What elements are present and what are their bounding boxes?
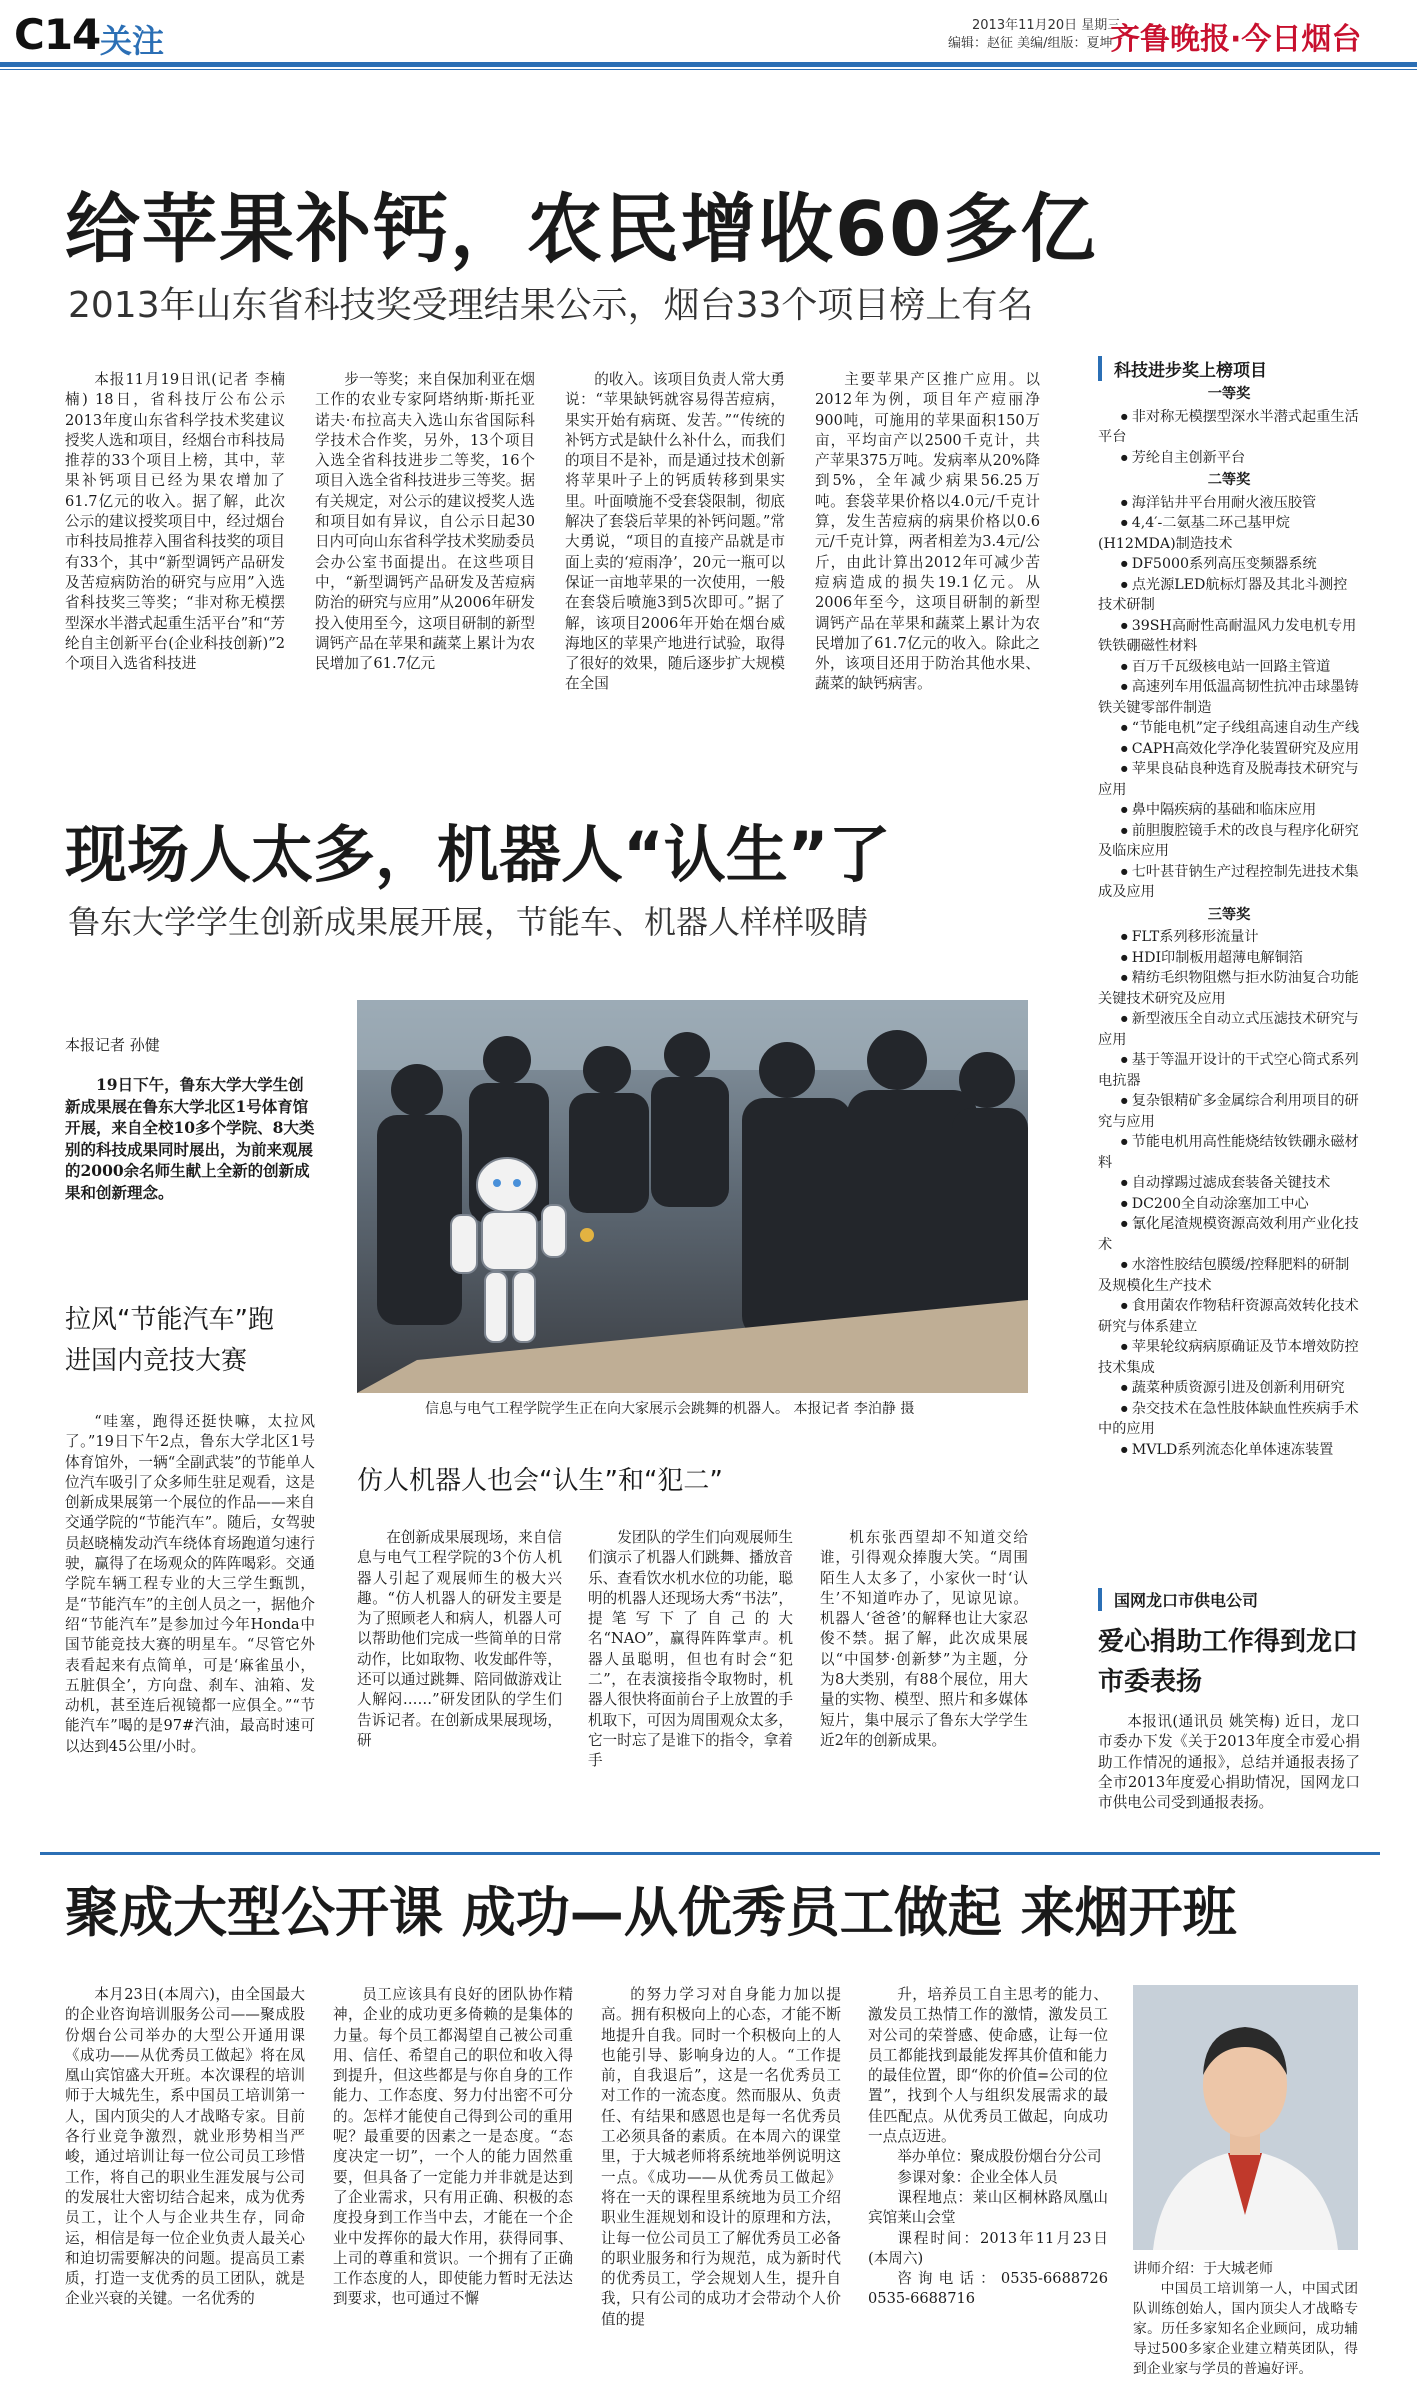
charity-body: 本报讯(通讯员 姚笑梅) 近日，龙口市委办下发《关于2013年度全市爱心捐助工作情况的通报》，总结并通报表扬了全市2013年度爱心捐助情况，国网龙口市供电公司受到通报表扬。 bbox=[1098, 1713, 1360, 1812]
masthead-logo: 齐鲁晚报·今日烟台 bbox=[1110, 22, 1362, 57]
award-item: ● 苹果良砧良种选育及脱毒技术研究与应用 bbox=[1098, 759, 1360, 800]
award-item: ● 自动撑踢过滤成套装备关键技术 bbox=[1098, 1173, 1360, 1194]
reporter-byline: 本报记者 孙健 bbox=[65, 1036, 160, 1054]
issue-date: 2013年11月20日 星期三 bbox=[972, 18, 1121, 33]
course-info-line: 课程时间：2013年11月23日(本周六) bbox=[868, 2229, 1108, 2267]
story1-column-3: 的收入。该项目负责人常大勇说：“苹果缺钙就容易得苦痘病，果实开始有病斑、发苦。”“传统的补钙方式是缺什么补什么，而我们的项目不是补，而是通过技术创新将苹果叶子上的钙质转移到果实里。叶面喷施不受套袋限制，彻底解决了套袋后苹果的补钙问题。”常大勇说，“项目的直接产品就是市面上卖的‘痘雨净’，20元一瓶可以保证一亩地苹果的一次使用，一般在套袋后喷施3到5次即可。”据了解，该项目2006年开始在烟台威海地区的苹果产地进行试验，取得了很好的效果，随后逐步扩大规模在全国 bbox=[565, 371, 785, 693]
lecturer-photo bbox=[1133, 1985, 1358, 2250]
award-item: ● 蔬菜种质资源引进及创新利用研究 bbox=[1098, 1378, 1360, 1399]
award-item: ● FLT系列移形流量计 bbox=[1098, 927, 1360, 948]
award-item: ● HDI印制板用超薄电解铜箔 bbox=[1098, 948, 1360, 969]
award-item: ● 苹果轮纹病病原确证及节本增效防控技术集成 bbox=[1098, 1337, 1360, 1378]
award-item: ● CAPH高效化学净化装置研究及应用 bbox=[1098, 739, 1360, 760]
headline-training-course: 聚成大型公开课 成功—从优秀员工做起 来烟开班 bbox=[65, 1881, 1237, 1944]
award-item: ● 节能电机用高性能烧结钕铁硼永磁材料 bbox=[1098, 1132, 1360, 1173]
section-label: 关注 bbox=[100, 22, 165, 60]
company-tag: 国网龙口市供电公司 bbox=[1098, 1588, 1258, 1611]
award-item: ● DF5000系列高压变频器系统 bbox=[1098, 554, 1360, 575]
award-item: ● 基于等温开设计的干式空心筒式系列电抗器 bbox=[1098, 1050, 1360, 1091]
award-item: ● 芳纶自主创新平台 bbox=[1098, 448, 1360, 469]
award-item: ● DC200全自动涂塞加工中心 bbox=[1098, 1194, 1360, 1215]
sidebar-title: 科技进步奖上榜项目 bbox=[1098, 356, 1267, 381]
story3-column-4: 升，培养员工自主思考的能力、激发员工热情工作的激情，激发员工对公司的荣誉感、使命感，让每一位员工都能找到最能发挥其价值和能力的最佳位置，即“你的价值=公司的位置”，找到个人与组织发展需求的最佳匹配点。从优秀员工做起，向成功一点点迈进。 举办单位：聚成股份烟台分公司 参课对象：企业全体人员 课程地点：莱山区桐林路凤凰山宾馆莱山会堂 课程时间：2013年11月23日(本周六) 咨询电话：0535-6688726 0535-6688716 bbox=[868, 1985, 1108, 2380]
course-info-line: 咨询电话：0535-6688726 0535-6688716 bbox=[868, 2270, 1108, 2308]
award-category: 三等奖 bbox=[1207, 906, 1251, 923]
award-item: ● 新型液压全自动立式压滤技术研究与应用 bbox=[1098, 1009, 1360, 1050]
award-item: ● 39SH高耐性高耐温风力发电机专用铁铁硼磁性材料 bbox=[1098, 616, 1360, 657]
award-item: ● 点光源LED航标灯器及其北斗测控技术研制 bbox=[1098, 575, 1360, 616]
headline-robot: 现场人太多，机器人“认生”了 bbox=[65, 818, 891, 891]
story3-column-2: 员工应该具有良好的团队协作精神，企业的成功更多倚赖的是集体的力量。每个员工都渴望自己被公司重用、信任、希望自己的职位和收入得到提升，但这些都是与你自身的工作能力、工作态度、努力付出密不可分的。怎样才能使自己得到公司的重用呢？最重要的因素之一是态度。“态度决定一切”，一个人的能力固然重要，但具备了一定能力并非就是达到了企业需求，只有用正确、积极的态度投身到工作当中去，才能在一个企业中发挥你的最大作用，获得同事、上司的尊重和赏识。一个拥有了正确工作态度的人，即使能力暂时无法达到要求，也可通过不懈 bbox=[333, 1986, 573, 2308]
award-item: ● 非对称无模摆型深水半潜式起重生活平台 bbox=[1098, 407, 1360, 448]
headline-apple-calcium: 给苹果补钙，农民增收60多亿 bbox=[65, 185, 1098, 273]
story1-column-4: 主要苹果产区推广应用。以2012年为例，项目年产痘丽净900吨，可施用的苹果面积150万亩，平均亩产以2500千克计，共产苹果375万吨。发病率从20%降到5%，全年减少病果56.25万吨。套袋苹果价格以4.0元/千克计算，发生苦痘病的病果价格以0.6元/千克计算，两者相差为3.4元/公斤，由此计算出2012年可减少苦痘病造成的损失19.1亿元。从2006年至今，这项目研制的新型调钙产品在苹果和蔬菜上累计为农民增加了61.7亿元的收入。除此之外，该项目还用于防治其他水果、蔬菜的缺钙病害。 bbox=[815, 371, 1040, 693]
course-info-line: 举办单位：聚成股份烟台分公司 bbox=[897, 2148, 1102, 2166]
story3-column-3: 的努力学习对自身能力加以提高。拥有积极向上的心态，才能不断地提升自我。同时一个积极向上的人也能引导、影响身边的人。“工作提前，自我退后”，这是一名优秀员工对工作的一流态度。然而服从、负责任、有结果和感恩也是每一名优秀员工必须具备的素质。在本周六的课堂里，于大城老师将系统地举例说明这一点。《成功——从优秀员工做起》将在一天的课程里系统地为员工介绍职业生涯规划和设计的原理和方法，让每一位公司员工了解优秀员工必备的职业服务和行为规范，成为新时代的优秀员工，学会规划人生，提升自我，只有公司的成功才会带动个人价值的提 bbox=[601, 1986, 841, 2328]
award-item: ● 高速列车用低温高韧性抗冲击球墨铸铁关键零部件制造 bbox=[1098, 677, 1360, 718]
story2-robot-col-2: 发团队的学生们向观展师生们演示了机器人们跳舞、播放音乐、查看饮水机水位的功能，聪明的机器人还现场大秀“书法”，提笔写下了自己的大名“NAO”，赢得阵阵掌声。机器人虽聪明，但也有时会“犯二”，在表演接指令取物时，机器人很快将面前台子上放置的手机取下，可因为周围观众太多，它一时忘了是谁下的指令，拿着手 bbox=[588, 1529, 793, 1770]
lecturer-caption-body: 中国员工培训第一人，中国式团队训练创始人，国内顶尖人才战略专家。历任多家知名企业顾问，成功辅导过500多家企业建立精英团队，得到企业家与学员的普遍好评。 bbox=[1133, 2281, 1358, 2377]
story2-lead: 19日下午，鲁东大学大学生创新成果展在鲁东大学北区1号体育馆开展，来自全校10多个学院、8大类别的科技成果同时展出，为前来观展的2000余名师生献上全新的创新成果和创新理念。 bbox=[65, 1075, 315, 1202]
news-photo-robot-demo bbox=[357, 1000, 1028, 1393]
award-item: ● 食用菌农作物秸秆资源高效转化技术研究与体系建立 bbox=[1098, 1296, 1360, 1337]
editor-credits: 编辑：赵征 美编/组版：夏坤 bbox=[948, 36, 1113, 51]
award-category: 二等奖 bbox=[1207, 472, 1251, 488]
award-item: ● 精纺毛织物阻燃与拒水防油复合功能关键技术研究及应用 bbox=[1098, 968, 1360, 1009]
award-item: ● 七叶甚苷钠生产过程控制先进技术集成及应用 bbox=[1098, 862, 1360, 903]
award-item: ● 4,4′-二氨基二环己基甲烷(H12MDA)制造技术 bbox=[1098, 513, 1360, 554]
award-item: ● 水溶性胶结包膜缓/控释肥料的研制及规模化生产技术 bbox=[1098, 1255, 1360, 1296]
award-list bbox=[1098, 382, 1360, 1460]
award-item: ● 前胆腹腔镜手术的改良与程序化研究及临床应用 bbox=[1098, 821, 1360, 862]
header-rule bbox=[0, 62, 1417, 67]
story2-car-body: “哇塞，跑得还挺快嘛，太拉风了。”19日下午2点，鲁东大学北区1号体育馆外，一辆“全副武装”的节能单人位汽车吸引了众多师生驻足观看，这是创新成果展第一个展位的作品——来自交通学院的“节能汽车”。随后，女驾驶员赵晓楠发动汽车绕体育场跑道匀速行驶，赢得了在场观众的阵阵喝彩。交通学院车辆工程专业的大三学生甄凯，是“节能汽车”的主创人员之一，据他介绍“节能汽车”是参加过今年Honda中国节能竞技大赛的明星车。“尽管它外表看起来有点简单，可是‘麻雀虽小，五脏俱全’，方向盘、刹车、油箱、发动机，甚至连后视镜都一应俱全。”“节能汽车”喝的是97#汽油，最高时速可以达到45公里/小时。 bbox=[65, 1413, 315, 1755]
course-info bbox=[868, 2147, 1108, 2309]
story1-column-1: 本报11月19日讯(记者 李楠楠) 18日，省科技厅公布公示2013年度山东省科学技术奖建议授奖人选和项目，经烟台市科技局推荐的33个项目上榜，其中，苹果补钙项目已经为果农增加了61.7亿元的收入。据了解，此次公示的建议授奖项目中，经过烟台市科技局推荐入围省科技奖的项目有33个，其中“新型调钙产品研发及苦痘病防治的研究与应用”入选省科技奖三等奖；“非对称无模摆型深水半潜式起重生活平台”和“芳纶自主创新平台(企业科技创新)”2个项目入选省科技进 bbox=[65, 371, 285, 673]
lecturer-caption-title: 讲师介绍：于大城老师 bbox=[1133, 2261, 1273, 2277]
award-item: ● 杂交技术在急性肢体缺血性疾病手术中的应用 bbox=[1098, 1399, 1360, 1440]
header-rule-thin bbox=[0, 69, 1417, 70]
course-info-line: 参课对象：企业全体人员 bbox=[897, 2168, 1058, 2186]
page-number: C14 bbox=[14, 10, 101, 59]
award-item: ● 复杂银精矿多金属综合利用项目的研究与应用 bbox=[1098, 1091, 1360, 1132]
award-item: ● 海洋钻井平台用耐火液压胶管 bbox=[1098, 493, 1360, 514]
subhead-energy-car-text: 拉风“节能汽车”跑进国内竞技大赛 bbox=[65, 1305, 274, 1376]
subhead-energy-car bbox=[65, 1300, 295, 1382]
award-item: ● 百万千瓦级核电站一回路主管道 bbox=[1098, 657, 1360, 678]
course-info-line: 课程地点：莱山区桐林路凤凰山宾馆莱山会堂 bbox=[868, 2188, 1108, 2227]
section-rule bbox=[40, 1852, 1380, 1855]
photo-caption: 信息与电气工程学院学生正在向大家展示会跳舞的机器人。 本报记者 李泊静 摄 bbox=[425, 1401, 915, 1417]
subhead-robot: 鲁东大学学生创新成果展开展，节能车、机器人样样吸睛 bbox=[68, 903, 869, 941]
story2-robot-col-1: 在创新成果展现场，来自信息与电气工程学院的3个仿人机器人引起了观展师生的极大兴趣。“仿人机器人的研发主要是为了照顾老人和病人，机器人可以帮助他们完成一些简单的日常动作，比如取物、收发邮件等，还可以通过跳舞、陪同做游戏让人解闷……”研发团队的学生们告诉记者。在创新成果展现场，研 bbox=[357, 1529, 562, 1749]
story1-column-2: 步一等奖；来自保加利亚在烟工作的农业专家阿塔纳斯·斯托亚诺夫·布拉高夫入选山东省国际科学技术合作奖，另外，13个项目入选全省科技进步二等奖，16个项目入选全省科技进步三等奖。据有关规定，对公示的建议授奖人选和项目如有异议，自公示日起30日内可向山东省科学技术奖励委员会办公室书面提出。在这些项目中，“新型调钙产品研发及苦痘病防治的研究与应用”从2006年研发投入使用至今，这项目研制的新型调钙产品在苹果和蔬菜上累计为农民增加了61.7亿元 bbox=[315, 371, 535, 673]
story2-robot-col-3: 机东张西望却不知道交给谁，引得观众捧腹大笑。“周围陌生人太多了，小家伙一时‘认生’不知道咋办了，见谅见谅。机器人‘爸爸’的解释也让大家忍俊不禁。据了解，此次成果展以“中国梦·创新梦”为主题，分为8大类别，有88个展位，用大量的实物、模型、照片和多媒体短片，集中展示了鲁东大学学生近2年的创新成果。 bbox=[820, 1529, 1028, 1749]
subhead-humanoid: 仿人机器人也会“认生”和“犯二” bbox=[357, 1466, 723, 1496]
subhead-apple-calcium: 2013年山东省科技奖受理结果公示，烟台33个项目榜上有名 bbox=[68, 285, 1034, 326]
award-item: ● “节能电机”定子线组高速自动生产线 bbox=[1098, 718, 1360, 739]
award-item: ● 鼻中隔疾病的基础和临床应用 bbox=[1098, 800, 1360, 821]
award-item: ● MVLD系列流态化单体速冻装置 bbox=[1098, 1440, 1360, 1461]
story3-column-1: 本月23日(本周六)，由全国最大的企业咨询培训服务公司——聚成股份烟台公司举办的大型公开通用课《成功——从优秀员工做起》将在凤凰山宾馆盛大开班。本次课程的培训师于大城先生，系中国员工培训第一人，国内顶尖的人才战略专家。目前各行业竞争激烈，就业形势相当严峻，通过培训让每一位公司员工珍惜工作，将自己的职业生涯发展与公司的发展壮大密切结合起来，成为优秀员工，让个人与企业共生存，同命运，相信是每一位企业负责人最关心和迫切需要解决的问题。提高员工素质，打造一支优秀的员工团队，就是企业兴衰的关键。一名优秀的 bbox=[65, 1986, 305, 2308]
headline-charity: 爱心捐助工作得到龙口市委表扬 bbox=[1098, 1627, 1359, 1697]
award-item: ● 氰化尾渣规模资源高效利用产业化技术 bbox=[1098, 1214, 1360, 1255]
award-category: 一等奖 bbox=[1207, 386, 1251, 402]
